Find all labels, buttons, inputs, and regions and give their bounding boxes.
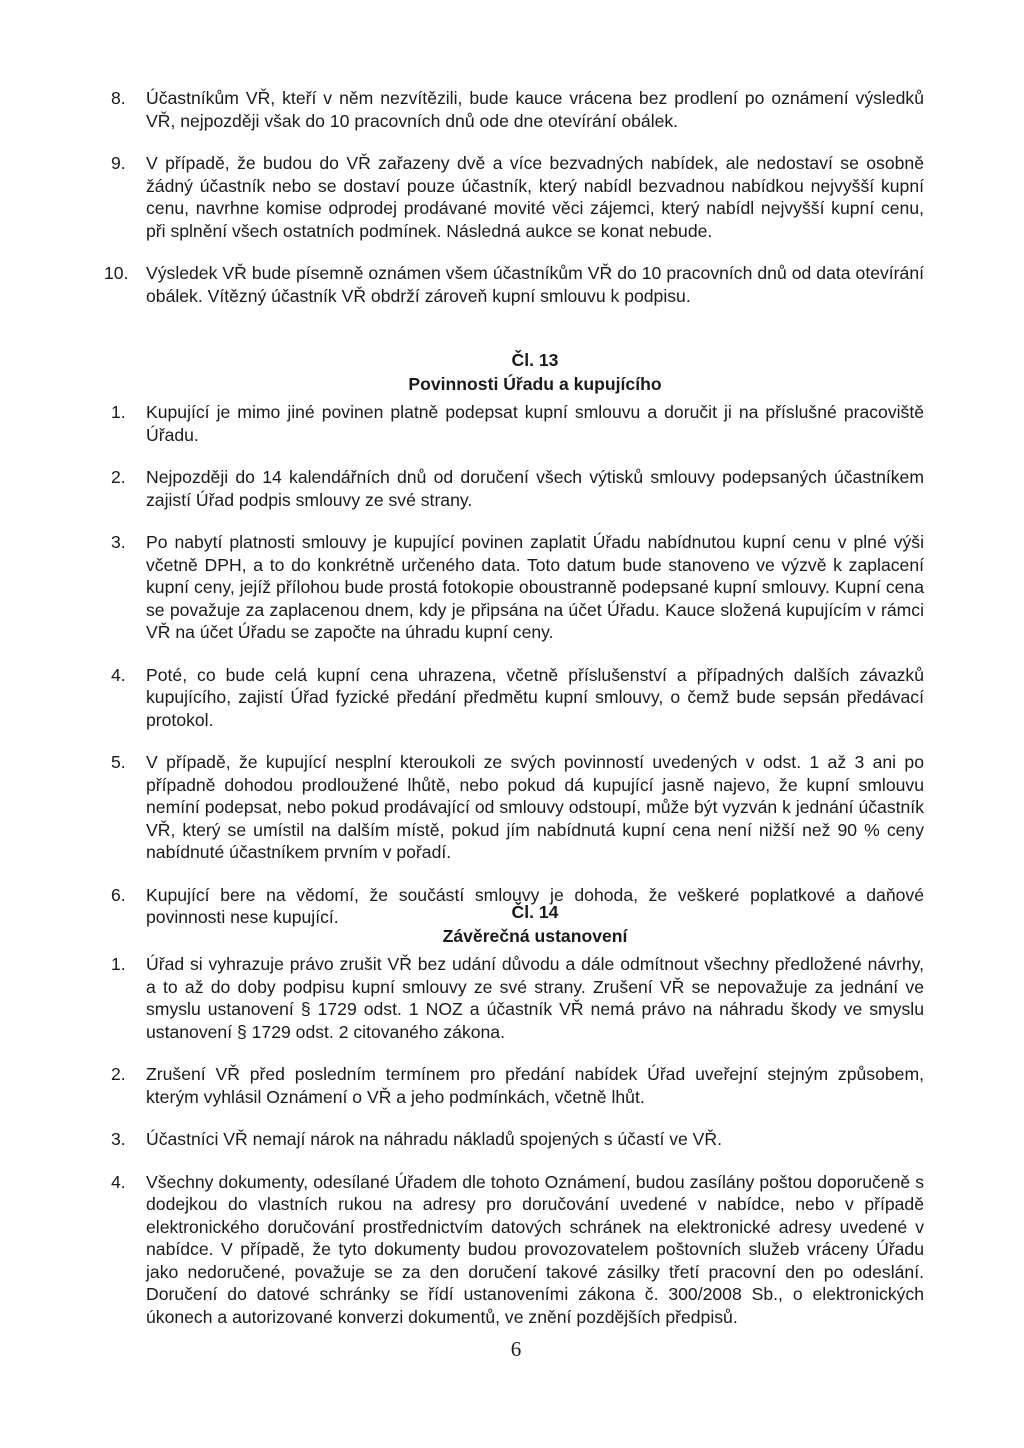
item-number: 8. [111, 88, 126, 108]
list-item [0, 531, 1024, 644]
item-text: Zrušení VŘ před posledním termínem pro předání nabídek Úřad uveřejní stejným způsobem, kterým vyhlásil Oznámení o VŘ a jeho podmínkách, včetně lhůt. [146, 1064, 924, 1107]
article-12-continuation [0, 87, 1024, 307]
item-number: 5. [111, 752, 126, 772]
list-item [0, 466, 1024, 511]
page-number: 6 [510, 1337, 522, 1361]
list-item [0, 87, 1024, 132]
list-item [0, 1128, 1024, 1151]
article-number: Čl. 13 [511, 350, 559, 370]
list-item [0, 664, 1024, 732]
article-title: Povinnosti Úřadu a kupujícího [408, 374, 662, 394]
item-text: Po nabytí platnosti smlouvy je kupující povinen zaplatit Úřadu nabídnutou kupní cenu v plné výši včetně DPH, a to do konkrétně určeného data. Toto datum bude stanoveno ve výzvě k zaplacení kupní ceny, jejíž přílohou bude prostá fotokopie oboustranně podepsané kupní smlouvy. Kupní cena se považuje za zaplacenou dnem, kdy je připsána na účet Úřadu. Kauce složená kupujícím v rámci VŘ na účet Úřadu se započte na úhradu kupní ceny. [146, 532, 924, 642]
list-item [0, 262, 1024, 307]
list-item [0, 751, 1024, 864]
article-title: Závěrečná ustanovení [442, 926, 628, 946]
item-text: Poté, co bude celá kupní cena uhrazena, včetně příslušenství a případných dalších závazků kupujícího, zajistí Úřad fyzické předání předmětu kupní smlouvy, o čemž bude sepsán předávací protokol. [146, 664, 924, 730]
list-item [0, 152, 1024, 242]
item-text: V případě, že kupující nesplní kteroukoli ze svých povinností uvedených v odst. 1 až 3 ani po případně dohodou prodloužené lhůtě, nebo pokud dá kupující jasně najevo, že kupní smlouvu nemíní podepsat, nebo pokud prodávající od smlouvy odstoupí, může být vyzván k jednání účastník VŘ, který se umístil na dalším místě, pokud jím nabídnutá kupní cena není nižší než 90 % ceny nabídnuté účastníkem prvním v pořadí. [146, 752, 924, 862]
item-number: 1. [111, 402, 126, 422]
item-number: 2. [111, 467, 126, 487]
item-number: 4. [111, 1171, 126, 1192]
item-text: V případě, že budou do VŘ zařazeny dvě a více bezvadných nabídek, ale nedostaví se osobně žádný účastník nebo se dostaví pouze účastník, který nabídl bezvadnou nabídkou nejvyšší kupní cenu, navrhne komise odprodej prodávané movité věci zájemci, který nabídl nejvyšší kupní cenu, při splnění všech ostatních podmínek. Následná aukce se konat nebude. [146, 153, 924, 241]
item-text: Kupující je mimo jiné povinen platně podepsat kupní smlouvu a doručit ji na příslušné pracoviště Úřadu. [146, 402, 924, 445]
item-text: Účastníkům VŘ, kteří v něm nezvítězili, bude kauce vrácena bez prodlení po oznámení výsledků VŘ, nejpozději však do 10 pracovních dnů ode dne otevírání obálek. [146, 88, 924, 131]
item-number: 2. [111, 1064, 126, 1084]
article-13 [0, 348, 1024, 929]
article-14 [0, 900, 1024, 1328]
item-text: Kupující bere na vědomí, že součástí smlouvy je dohoda, že veškeré poplatkové a daňové povinnosti nese kupující. [146, 884, 924, 927]
item-text: Výsledek VŘ bude písemně oznámen všem účastníkům VŘ do 10 pracovních dnů od data otevírání obálek. Vítězný účastník VŘ obdrží zároveň kupní smlouvu k podpisu. [146, 263, 924, 306]
item-number: 6. [111, 884, 126, 905]
list-item [0, 401, 1024, 446]
item-number: 9. [111, 153, 126, 173]
list-item [0, 1171, 1024, 1329]
item-text: Nejpozději do 14 kalendářních dnů od doručení všech výtisků smlouvy podepsaných účastníkem zajistí Úřad podpis smlouvy ze své strany. [146, 467, 924, 510]
item-number: 3. [111, 1129, 126, 1149]
item-text: Úřad si vyhrazuje právo zrušit VŘ bez udání důvodu a dále odmítnout všechny předložené návrhy, a to až do doby podpisu kupní smlouvy ze své strany. Zrušení VŘ se nepovažuje za jednání ve smyslu ustanovení § 1729 odst. 1 NOZ a účastník VŘ nemá právo na náhradu škody ve smyslu ustanovení § 1729 odst. 2 citovaného zákona. [146, 954, 924, 1042]
item-number: 3. [111, 532, 126, 552]
item-number: 10. [104, 263, 129, 283]
item-number: 1. [111, 954, 126, 974]
list-item [0, 953, 1024, 1043]
item-number: 4. [111, 664, 126, 685]
item-text: Účastníci VŘ nemají nárok na náhradu nákladů spojených s účastí ve VŘ. [146, 1129, 723, 1149]
item-text: Všechny dokumenty, odesílané Úřadem dle tohoto Oznámení, budou zasílány poštou doporučeně s dodejkou do vlastních rukou na adresy pro doručování uvedené v nabídce, nebo v případě elektronického doručování prostřednictvím datových schránek na elektronické adresy uvedené v nabídce. V případě, že tyto dokumenty budou provozovatelem poštovních služeb vráceny Úřadu jako nedoručené, považuje se za den doručení takové zásilky třetí pracovní den po odeslání. Doručení do datové schránky se řídí ustanoveními zákona č. 300/2008 Sb., o elektronických úkonech a autorizované konverzi dokumentů, ve znění pozdějších předpisů. [146, 1171, 924, 1327]
list-item [0, 1063, 1024, 1108]
article-number: Čl. 14 [511, 902, 559, 922]
